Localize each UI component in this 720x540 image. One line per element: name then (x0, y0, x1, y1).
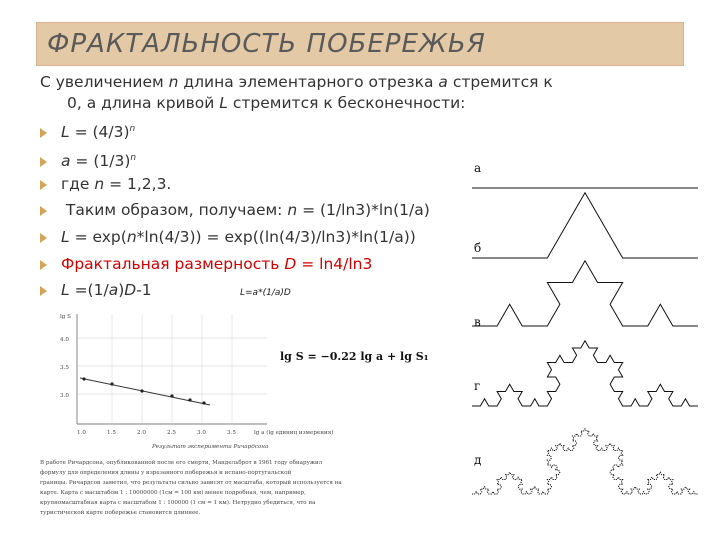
bullet-var2: n (126, 228, 137, 246)
bullet-text: = ln4/ln3 (296, 255, 373, 273)
graph-x-tick: 2.0 (137, 430, 146, 436)
bullet-var: L (61, 228, 70, 246)
koch-curve-level-1 (472, 193, 698, 258)
slide-title: ФРАКТАЛЬНОСТЬ ПОБЕРЕЖЬЯ (47, 29, 486, 59)
bullet-var: D (284, 255, 297, 273)
intro-paragraph (40, 72, 690, 114)
koch-curve-level-2 (472, 261, 698, 326)
richardson-graph-figure (32, 308, 429, 522)
bullet-text2: ) (118, 281, 125, 299)
graph-y-label: lg S (60, 314, 71, 320)
koch-label-v: в (474, 315, 481, 329)
scan-text-line: формулу для определения длины у изрезанного побережья и испано-португальской (40, 470, 292, 476)
bullet-sup: n (129, 124, 136, 134)
small-formula: L=a*(1/a)D (240, 288, 291, 298)
bullet-text: = (4/3) (69, 123, 130, 142)
bullet-pre: где (61, 175, 95, 193)
bullet-3 (40, 173, 171, 195)
title-bar (36, 22, 684, 66)
graph-point (140, 389, 143, 392)
intro-line2a: 0, а длина кривой (67, 94, 220, 112)
koch-label-g: г (474, 379, 481, 393)
graph-point (82, 377, 85, 380)
scan-text-line: границы. Ричардсон заметил, что результаты сильно зависят от масштаба, который используется на (40, 480, 342, 486)
scan-text-line: В работе Ричардсона, опубликованной после его смерти, Мандельброт в 1961 году обнаружил (40, 460, 323, 466)
koch-label-a: а (474, 161, 482, 175)
bullet-arrow-icon (40, 286, 47, 296)
intro-part1: С увеличением (40, 73, 169, 91)
intro-n: n (168, 73, 179, 91)
bullet-text2: *ln(4/3)) = exp((ln(4/3)/ln3)*ln(1/a)) (136, 228, 416, 246)
graph-x-tick: 2.5 (167, 430, 176, 436)
graph-point (170, 394, 173, 397)
graph-y-tick: 3.5 (60, 365, 69, 371)
bullet-text: =(1/ (69, 281, 109, 299)
bullet-text: = exp( (69, 228, 127, 246)
graph-x-tick: 1.5 (107, 430, 116, 436)
bullet-pre: Фрактальная размерность (61, 255, 285, 273)
graph-point (202, 401, 205, 404)
bullet-text: = 1,2,3. (104, 175, 172, 193)
bullet-var: n (287, 201, 298, 219)
koch-curve-level-3 (472, 341, 698, 406)
graph-point (188, 398, 191, 401)
bullet-5 (40, 226, 416, 248)
bullet-1 (40, 118, 135, 140)
bullet-7 (40, 279, 152, 301)
bullet-sup: n (130, 153, 137, 163)
intro-part2: длина элементарного отрезка (178, 73, 439, 91)
graph-y-tick: 4.0 (60, 337, 69, 343)
bullet-6-fractal-dimension (40, 253, 372, 275)
graph-point (110, 382, 113, 385)
koch-curve-figure (466, 154, 706, 526)
bullet-arrow-icon (40, 128, 47, 138)
koch-curve-level-4 (472, 429, 698, 494)
bullet-pre: Таким образом, получаем: (61, 201, 288, 219)
koch-label-d: д (474, 453, 482, 467)
bullet-4 (40, 199, 430, 221)
bullet-text: = (1/3) (70, 152, 131, 171)
bullet-var3: D (124, 281, 137, 299)
bullet-arrow-icon (40, 157, 47, 167)
bullet-text3: -1 (136, 281, 152, 299)
intro-line2b: стремится к бесконечности: (227, 94, 466, 112)
bullet-var: L (61, 281, 70, 299)
intro-part3: стремится к (447, 73, 553, 91)
bullet-arrow-icon (40, 206, 47, 216)
graph-x-label: lg a (lg единиц измерения) (254, 430, 334, 436)
bullet-arrow-icon (40, 233, 47, 243)
intro-L: L (219, 94, 228, 112)
bullet-2 (40, 147, 136, 169)
graph-formula: lg S = −0.22 lg a + lg S₁ (280, 350, 429, 363)
bullet-text: = (1/ln3)*ln(1/a) (297, 201, 430, 219)
scan-text-line: крупномасштабная карта с масштабом 1 : 100000 (1 см = 1 км). Нетрудно убедиться, что на (40, 500, 316, 506)
graph-caption: Результат эксперимента Ричардсона (152, 444, 269, 450)
graph-x-tick: 1.0 (77, 430, 86, 436)
bullet-var2: a (108, 281, 119, 299)
bullet-arrow-icon (40, 260, 47, 270)
bullet-var: L (61, 123, 70, 142)
bullet-arrow-icon (40, 180, 47, 190)
graph-x-tick: 3.5 (227, 430, 236, 436)
bullet-var: n (94, 175, 105, 193)
scan-text-line: туристической карте побережье становится длиннее. (40, 510, 201, 516)
intro-line2 (40, 93, 690, 114)
intro-a: a (438, 73, 448, 91)
graph-x-tick: 3.0 (197, 430, 206, 436)
graph-y-tick: 3.0 (60, 393, 69, 399)
bullet-var: a (61, 152, 71, 171)
scan-text-line: карте. Карта с масштабом 1 : 10000000 (1см = 100 км) менее подробная, чем, например, (40, 490, 306, 496)
koch-label-b: б (474, 241, 482, 255)
